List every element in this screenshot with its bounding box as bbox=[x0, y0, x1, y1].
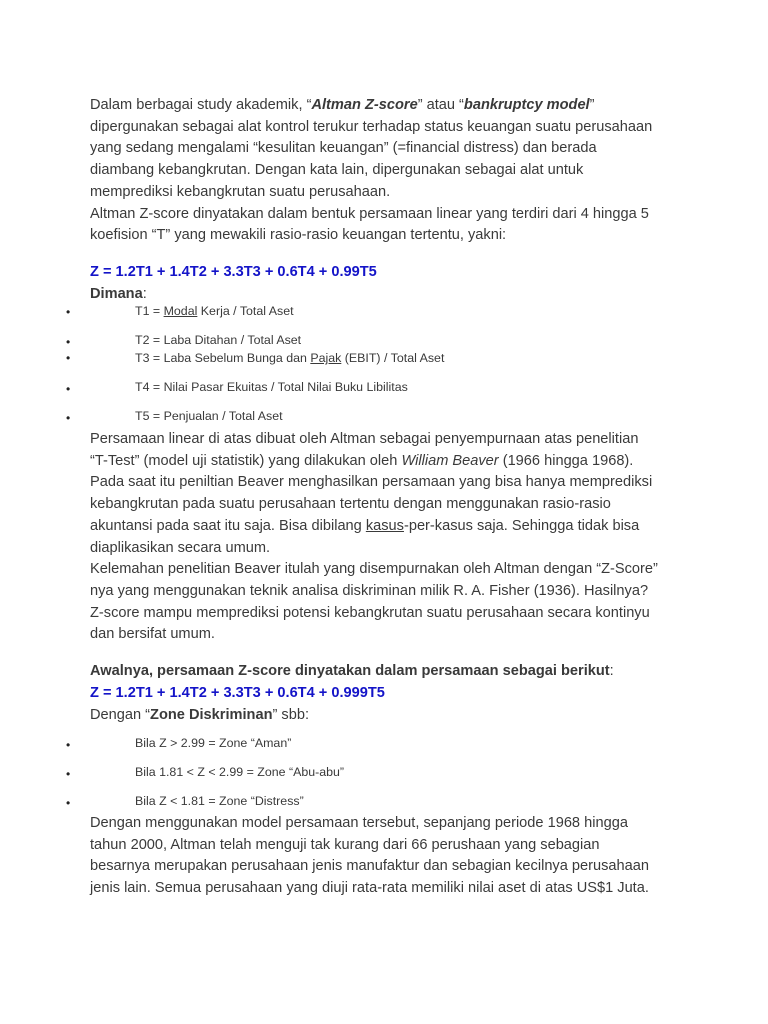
beaver-line: Z-score mampu memprediksi potensi kebangkrutan suatu perusahaan secara kontinyu bbox=[90, 604, 650, 621]
bullet-icon: • bbox=[66, 767, 71, 781]
intro-text: ” atau “ bbox=[417, 97, 464, 113]
ratio-item-t3 bbox=[135, 350, 444, 366]
beaver-line bbox=[90, 516, 690, 538]
dimana-colon: : bbox=[142, 286, 147, 302]
bullet-icon: • bbox=[66, 335, 71, 349]
zone-intro bbox=[90, 705, 309, 726]
closing-line: Dengan menggunakan model persamaan tersebut, sepanjang periode 1968 hingga bbox=[90, 815, 628, 831]
beaver-text: “T-Test” (model uji statistik) yang dilakukan oleh bbox=[90, 452, 402, 469]
ratio-item-t4: T4 = Nilai Pasar Ekuitas / Total Nilai Buku Libilitas bbox=[135, 380, 408, 394]
zscore-formula: Z = 1.2T1 + 1.4T2 + 3.3T3 + 0.6T4 + 0.99T5 bbox=[90, 264, 377, 280]
kasus-link[interactable]: kasus bbox=[365, 517, 404, 534]
intro-text: ” bbox=[589, 97, 595, 113]
intro-line-6: Altman Z-score dinyatakan dalam bentuk persamaan linear yang terdiri dari 4 hingga 5 bbox=[90, 205, 649, 222]
william-beaver-name: William Beaver bbox=[401, 452, 499, 469]
zone-intro-text: ” sbb: bbox=[272, 707, 309, 723]
bankruptcy-model-term: bankruptcy model bbox=[463, 97, 590, 113]
zone-item-abu-abu: Bila 1.81 < Z < 2.99 = Zone “Abu-abu” bbox=[135, 765, 345, 779]
closing-line: besarnya merupakan perusahaan jenis manufaktur dan sebagian kecilnya perusahaan bbox=[90, 858, 649, 875]
pajak-link[interactable]: Pajak bbox=[310, 351, 342, 365]
zone-intro-text: Dengan “ bbox=[90, 707, 151, 723]
beaver-line: Kelemahan penelitian Beaver itulah yang disempurnakan oleh Altman dengan “Z-Score” bbox=[90, 561, 658, 578]
ratio-item-t5: T5 = Penjualan / Total Aset bbox=[135, 409, 283, 423]
beaver-text: (1966 hingga 1968). bbox=[498, 452, 634, 469]
awalnya-text: Awalnya, persamaan Z-score dinyatakan dalam persamaan sebagai berikut bbox=[90, 663, 610, 679]
intro-text: Dalam berbagai study akademik, “ bbox=[90, 97, 312, 113]
ratio-text: T3 = Laba Sebelum Bunga dan bbox=[135, 351, 311, 365]
intro-line-5: memprediksi kebangkrutan suatu perusahaan. bbox=[90, 183, 391, 200]
beaver-line: diaplikasikan secara umum. bbox=[90, 539, 271, 556]
beaver-line: kebangkrutan pada suatu perusahaan tertentu dengan menggunakan rasio-rasio bbox=[90, 496, 611, 513]
bullet-icon: • bbox=[66, 738, 71, 752]
dimana-label: Dimana bbox=[90, 286, 143, 302]
awalnya-colon: : bbox=[609, 663, 614, 679]
bullet-icon: • bbox=[66, 305, 71, 319]
closing-line: tahun 2000, Altman telah menguji tak kurang dari 66 perushaan yang sebagian bbox=[90, 836, 600, 853]
zone-item-aman: Bila Z > 2.99 = Zone “Aman” bbox=[135, 736, 292, 750]
intro-line-4: diambang kebangkrutan. Dengan kata lain, dipergunakan sebagai alat untuk bbox=[90, 162, 584, 179]
beaver-line bbox=[90, 451, 690, 473]
ratio-text: (EBIT) / Total Aset bbox=[341, 351, 445, 365]
intro-line-3: yang sedang mengalami “kesulitan keuangan” (=financial distress) dan berada bbox=[90, 140, 597, 157]
zone-item-distress: Bila Z < 1.81 = Zone “Distress” bbox=[135, 794, 304, 808]
intro-line-7: koefision “T” yang mewakili rasio-rasio keuangan tertentu, yakni: bbox=[90, 227, 507, 244]
closing-line: jenis lain. Semua perusahaan yang diuji rata-rata memiliki nilai aset di atas US$1 Juta. bbox=[90, 880, 649, 897]
beaver-line: Persamaan linear di atas dibuat oleh Altman sebagai penyempurnaan atas penelitian bbox=[90, 431, 639, 447]
beaver-line: Pada saat itu peniltian Beaver menghasilkan persamaan yang bisa hanya memprediksi bbox=[90, 474, 653, 491]
ratio-item-t1 bbox=[135, 303, 294, 319]
altman-zscore-term: Altman Z-score bbox=[311, 97, 418, 113]
beaver-paragraph bbox=[90, 429, 690, 646]
ratio-text: Kerja / Total Aset bbox=[197, 304, 294, 318]
awalnya-heading bbox=[90, 661, 614, 682]
dimana-heading bbox=[90, 284, 147, 305]
zscore-formula-original: Z = 1.2T1 + 1.4T2 + 3.3T3 + 0.6T4 + 0.999T5 bbox=[90, 685, 385, 701]
bullet-icon: • bbox=[66, 796, 71, 810]
intro-paragraph bbox=[90, 95, 690, 247]
beaver-text: akuntansi pada saat itu saja. Bisa dibilang bbox=[90, 517, 366, 534]
intro-line-2: dipergunakan sebagai alat kontrol terukur terhadap status keuangan suatu perusahaan bbox=[90, 118, 653, 135]
ratio-text: T1 = bbox=[135, 304, 164, 318]
zone-diskriminan-term: Zone Diskriminan bbox=[150, 707, 273, 723]
beaver-line: dan bersifat umum. bbox=[90, 626, 215, 643]
ratio-item-t2: T2 = Laba Ditahan / Total Aset bbox=[135, 333, 302, 347]
beaver-line: nya yang menggunakan teknik analisa diskriminan milik R. A. Fisher (1936). Hasilnya? bbox=[90, 582, 649, 599]
beaver-text: -per-kasus saja. Sehingga tidak bisa bbox=[403, 517, 640, 534]
bullet-icon: • bbox=[66, 382, 71, 396]
closing-paragraph bbox=[90, 813, 690, 900]
modal-link[interactable]: Modal bbox=[163, 304, 198, 318]
bullet-icon: • bbox=[66, 411, 71, 425]
bullet-icon: • bbox=[66, 351, 71, 365]
intro-line-1 bbox=[90, 95, 690, 117]
